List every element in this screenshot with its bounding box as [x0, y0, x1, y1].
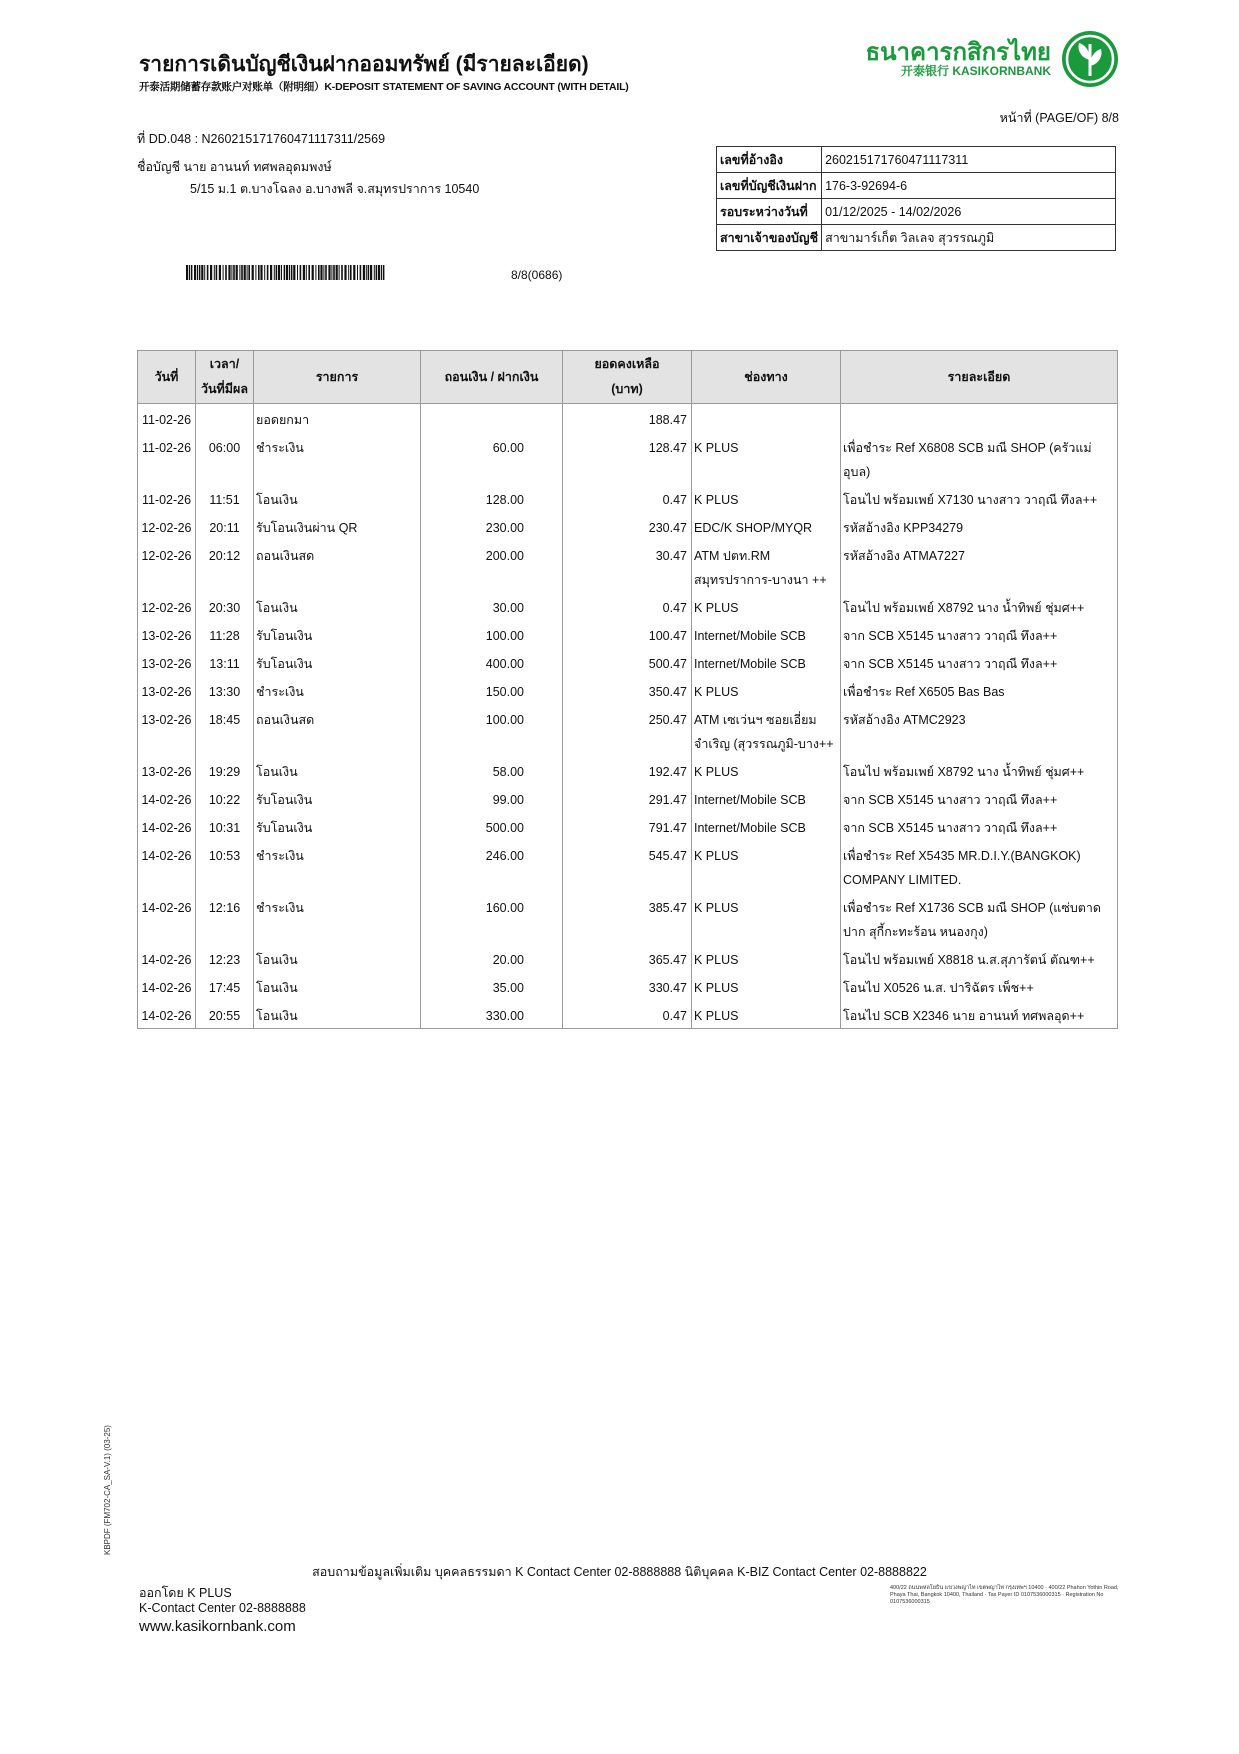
- cell-balance: 192.47: [563, 756, 692, 784]
- table-row: [138, 484, 1118, 512]
- cell-detail: รหัสอ้างอิง KPP34279: [841, 512, 1118, 540]
- cell-detail: จาก SCB X5145 นางสาว วาฤณี ทึงล++: [841, 648, 1118, 676]
- cell-date: 14-02-26: [138, 892, 196, 944]
- cell-time: 11:51: [196, 484, 254, 512]
- cell-date: 13-02-26: [138, 620, 196, 648]
- cell-date: 13-02-26: [138, 648, 196, 676]
- cell-amount: 400.00: [421, 648, 563, 676]
- cell-channel: EDC/K SHOP/MYQR: [692, 512, 841, 540]
- table-row: [138, 812, 1118, 840]
- cell-balance: 500.47: [563, 648, 692, 676]
- cell-channel: Internet/Mobile SCB: [692, 620, 841, 648]
- cell-time: 06:00: [196, 432, 254, 484]
- cell-balance: 791.47: [563, 812, 692, 840]
- cell-item: โอนเงิน: [254, 592, 421, 620]
- info-row: [717, 147, 1116, 173]
- col-header-channel: ช่องทาง: [692, 351, 841, 404]
- bank-name-th: ธนาคารกสิกรไทย: [865, 39, 1051, 66]
- cell-balance: 230.47: [563, 512, 692, 540]
- cell-detail: โอนไป X0526 น.ส. ปาริฉัตร เพ็ช++: [841, 972, 1118, 1000]
- barcode-number: 8/8(0686): [511, 268, 563, 282]
- cell-date: 14-02-26: [138, 784, 196, 812]
- info-label: รอบระหว่างวันที่: [717, 199, 822, 225]
- cell-time: 12:16: [196, 892, 254, 944]
- cell-detail: จาก SCB X5145 นางสาว วาฤณี ทึงล++: [841, 784, 1118, 812]
- cell-item: รับโอนเงิน: [254, 648, 421, 676]
- cell-item: รับโอนเงิน: [254, 812, 421, 840]
- cell-amount: 500.00: [421, 812, 563, 840]
- cell-time: 20:12: [196, 540, 254, 592]
- cell-time: 13:30: [196, 676, 254, 704]
- info-row: [717, 225, 1116, 251]
- table-row: [138, 676, 1118, 704]
- transactions-table: [137, 350, 1118, 1029]
- cell-balance: 365.47: [563, 944, 692, 972]
- cell-channel: K PLUS: [692, 432, 841, 484]
- info-row: [717, 173, 1116, 199]
- statement-title-th: รายการเดินบัญชีเงินฝากออมทรัพย์ (มีรายละเอียด): [139, 53, 589, 76]
- cell-time: 19:29: [196, 756, 254, 784]
- cell-amount: 58.00: [421, 756, 563, 784]
- cell-balance: 188.47: [563, 404, 692, 433]
- cell-time: 20:11: [196, 512, 254, 540]
- bank-name-en: 开泰银行 KASIKORNBANK: [900, 64, 1051, 78]
- cell-detail: รหัสอ้างอิง ATMA7227: [841, 540, 1118, 592]
- cell-balance: 0.47: [563, 1000, 692, 1029]
- account-address: 5/15 ม.1 ต.บางโฉลง อ.บางพลี จ.สมุทรปราการ 10540: [190, 182, 480, 196]
- cell-balance: 0.47: [563, 592, 692, 620]
- cell-channel: K PLUS: [692, 1000, 841, 1029]
- cell-item: ชำระเงิน: [254, 432, 421, 484]
- cell-amount: 246.00: [421, 840, 563, 892]
- cell-channel: K PLUS: [692, 840, 841, 892]
- cell-item: ชำระเงิน: [254, 892, 421, 944]
- cell-item: ชำระเงิน: [254, 840, 421, 892]
- cell-detail: เพื่อชำระ Ref X6808 SCB มณี SHOP (ครัวแม่ อุบล): [841, 432, 1118, 484]
- table-row: [138, 540, 1118, 592]
- cell-detail: เพื่อชำระ Ref X5435 MR.D.I.Y.(BANGKOK) COMPANY LIMITED.: [841, 840, 1118, 892]
- cell-amount: 200.00: [421, 540, 563, 592]
- cell-amount: 150.00: [421, 676, 563, 704]
- cell-date: 13-02-26: [138, 676, 196, 704]
- cell-time: 11:28: [196, 620, 254, 648]
- cell-time: 10:31: [196, 812, 254, 840]
- cell-channel: K PLUS: [692, 972, 841, 1000]
- table-row: [138, 972, 1118, 1000]
- cell-detail: โอนไป พร้อมเพย์ X7130 นางสาว วาฤณี ทึงล++: [841, 484, 1118, 512]
- cell-amount: 99.00: [421, 784, 563, 812]
- cell-time: 10:22: [196, 784, 254, 812]
- col-header-detail: รายละเอียด: [841, 351, 1118, 404]
- info-label: เลขที่อ้างอิง: [717, 147, 822, 173]
- cell-date: 14-02-26: [138, 1000, 196, 1029]
- cell-amount: 60.00: [421, 432, 563, 484]
- cell-time: 17:45: [196, 972, 254, 1000]
- cell-time: 12:23: [196, 944, 254, 972]
- document-number: ที่ DD.048 : N260215171760471117311/2569: [137, 132, 386, 146]
- cell-time: 13:11: [196, 648, 254, 676]
- cell-detail: เพื่อชำระ Ref X1736 SCB มณี SHOP (แซ่บตาด ปาก สุกี้กะทะร้อน หนองกุง): [841, 892, 1118, 944]
- cell-amount: 100.00: [421, 704, 563, 756]
- table-row: [138, 1000, 1118, 1029]
- form-code: KBPDF (FM702-CA_SA-V.1) (03-25): [103, 1425, 112, 1555]
- cell-channel: Internet/Mobile SCB: [692, 648, 841, 676]
- cell-time: 10:53: [196, 840, 254, 892]
- cell-channel: ATM เซเว่นฯ ซอยเอี่ยม จำเริญ (สุวรรณภูมิ-บาง++: [692, 704, 841, 756]
- cell-balance: 291.47: [563, 784, 692, 812]
- col-header-item: รายการ: [254, 351, 421, 404]
- cell-date: 12-02-26: [138, 512, 196, 540]
- cell-item: โอนเงิน: [254, 944, 421, 972]
- table-row: [138, 592, 1118, 620]
- cell-balance: 30.47: [563, 540, 692, 592]
- info-value: สาขามาร์เก็ต วิลเลจ สุวรรณภูมิ: [822, 225, 1116, 251]
- cell-channel: K PLUS: [692, 676, 841, 704]
- cell-amount: 128.00: [421, 484, 563, 512]
- cell-date: 13-02-26: [138, 756, 196, 784]
- cell-detail: เพื่อชำระ Ref X6505 Bas Bas: [841, 676, 1118, 704]
- cell-channel: Internet/Mobile SCB: [692, 784, 841, 812]
- cell-date: 12-02-26: [138, 540, 196, 592]
- cell-balance: 128.47: [563, 432, 692, 484]
- info-label: เลขที่บัญชีเงินฝาก: [717, 173, 822, 199]
- cell-date: 14-02-26: [138, 812, 196, 840]
- cell-amount: [421, 404, 563, 433]
- table-row: [138, 648, 1118, 676]
- cell-amount: 35.00: [421, 972, 563, 1000]
- cell-date: 11-02-26: [138, 404, 196, 433]
- cell-item: ถอนเงินสด: [254, 704, 421, 756]
- cell-amount: 160.00: [421, 892, 563, 944]
- kbank-logo-icon: [1061, 30, 1119, 88]
- cell-balance: 330.47: [563, 972, 692, 1000]
- cell-channel: K PLUS: [692, 484, 841, 512]
- table-row: [138, 840, 1118, 892]
- cell-date: 12-02-26: [138, 592, 196, 620]
- cell-channel: Internet/Mobile SCB: [692, 812, 841, 840]
- table-row: [138, 404, 1118, 433]
- col-header-date: วันที่: [138, 351, 196, 404]
- contact-center: K-Contact Center 02-8888888: [139, 1601, 306, 1615]
- cell-time: 18:45: [196, 704, 254, 756]
- info-row: [717, 199, 1116, 225]
- cell-date: 14-02-26: [138, 972, 196, 1000]
- cell-channel: [692, 404, 841, 433]
- cell-channel: ATM ปตท.RM สมุทรปราการ-บางนา ++: [692, 540, 841, 592]
- cell-detail: โอนไป พร้อมเพย์ X8792 นาง น้ำทิพย์ ชุ่มศ++: [841, 592, 1118, 620]
- info-value: 176-3-92694-6: [822, 173, 1116, 199]
- cell-item: ชำระเงิน: [254, 676, 421, 704]
- col-header-balance: ยอดคงเหลือ (บาท): [563, 351, 692, 404]
- cell-channel: K PLUS: [692, 756, 841, 784]
- cell-item: โอนเงิน: [254, 972, 421, 1000]
- col-header-time: เวลา/ วันที่มีผล: [196, 351, 254, 404]
- cell-date: 14-02-26: [138, 944, 196, 972]
- statement-title-en: 开泰活期储蓄存款账户对账单（附明细）K-DEPOSIT STATEMENT OF SAVING ACCOUNT (WITH DETAIL): [139, 81, 629, 93]
- cell-item: รับโอนเงินผ่าน QR: [254, 512, 421, 540]
- table-row: [138, 704, 1118, 756]
- cell-balance: 385.47: [563, 892, 692, 944]
- cell-balance: 0.47: [563, 484, 692, 512]
- cell-item: โอนเงิน: [254, 484, 421, 512]
- account-info-box: [716, 146, 1116, 251]
- cell-item: โอนเงิน: [254, 1000, 421, 1029]
- cell-detail: จาก SCB X5145 นางสาว วาฤณี ทึงล++: [841, 620, 1118, 648]
- cell-item: รับโอนเงิน: [254, 784, 421, 812]
- cell-detail: รหัสอ้างอิง ATMC2923: [841, 704, 1118, 756]
- cell-item: ถอนเงินสด: [254, 540, 421, 592]
- cell-date: 11-02-26: [138, 484, 196, 512]
- cell-amount: 100.00: [421, 620, 563, 648]
- table-row: [138, 432, 1118, 484]
- cell-date: 11-02-26: [138, 432, 196, 484]
- cell-amount: 20.00: [421, 944, 563, 972]
- cell-item: ยอดยกมา: [254, 404, 421, 433]
- cell-balance: 100.47: [563, 620, 692, 648]
- contact-line: สอบถามข้อมูลเพิ่มเติม บุคคลธรรมดา K Contact Center 02-8888888 นิติบุคคล K-BIZ Contact Center 02-8888822: [312, 1565, 927, 1579]
- table-row: [138, 512, 1118, 540]
- col-header-amount: ถอนเงิน / ฝากเงิน: [421, 351, 563, 404]
- info-value: 01/12/2025 - 14/02/2026: [822, 199, 1116, 225]
- table-row: [138, 892, 1118, 944]
- cell-channel: K PLUS: [692, 944, 841, 972]
- table-row: [138, 756, 1118, 784]
- cell-date: 14-02-26: [138, 840, 196, 892]
- table-row: [138, 944, 1118, 972]
- table-header-row: [138, 351, 1118, 404]
- cell-item: รับโอนเงิน: [254, 620, 421, 648]
- cell-balance: 350.47: [563, 676, 692, 704]
- cell-detail: โอนไป พร้อมเพย์ X8792 นาง น้ำทิพย์ ชุ่มศ++: [841, 756, 1118, 784]
- cell-amount: 330.00: [421, 1000, 563, 1029]
- cell-balance: 250.47: [563, 704, 692, 756]
- cell-detail: จาก SCB X5145 นางสาว วาฤณี ทึงล++: [841, 812, 1118, 840]
- cell-detail: โอนไป SCB X2346 นาย อานนท์ ทศพลอุด++: [841, 1000, 1118, 1029]
- account-name: ชื่อบัญชี นาย อานนท์ ทศพลอุดมพงษ์: [137, 160, 332, 174]
- cell-time: 20:55: [196, 1000, 254, 1029]
- cell-date: 13-02-26: [138, 704, 196, 756]
- bank-website: www.kasikornbank.com: [139, 1618, 296, 1635]
- info-label: สาขาเจ้าของบัญชี: [717, 225, 822, 251]
- page-indicator: หน้าที่ (PAGE/OF) 8/8: [999, 111, 1119, 125]
- issued-by: ออกโดย K PLUS: [139, 1586, 232, 1600]
- cell-channel: K PLUS: [692, 592, 841, 620]
- cell-balance: 545.47: [563, 840, 692, 892]
- cell-detail: โอนไป พร้อมเพย์ X8818 น.ส.สุภารัตน์ ตัณฑ++: [841, 944, 1118, 972]
- cell-amount: 30.00: [421, 592, 563, 620]
- cell-channel: K PLUS: [692, 892, 841, 944]
- info-value: 260215171760471117311: [822, 147, 1116, 173]
- table-row: [138, 620, 1118, 648]
- cell-time: 20:30: [196, 592, 254, 620]
- bank-address-fine-print: 400/22 ถนนพหลโยธิน แขวงพญาไท เขตพญาไท กรุงเทพฯ 10400 · 400/22 Phahon Yothin Road, Phaya Thai, Bangkok 10400, Thailand · Tax Payer ID 0107536000315 · Registration No 0107536000315: [890, 1585, 1119, 1605]
- cell-time: [196, 404, 254, 433]
- cell-detail: [841, 404, 1118, 433]
- cell-item: โอนเงิน: [254, 756, 421, 784]
- table-row: [138, 784, 1118, 812]
- barcode-icon: [186, 265, 388, 280]
- cell-amount: 230.00: [421, 512, 563, 540]
